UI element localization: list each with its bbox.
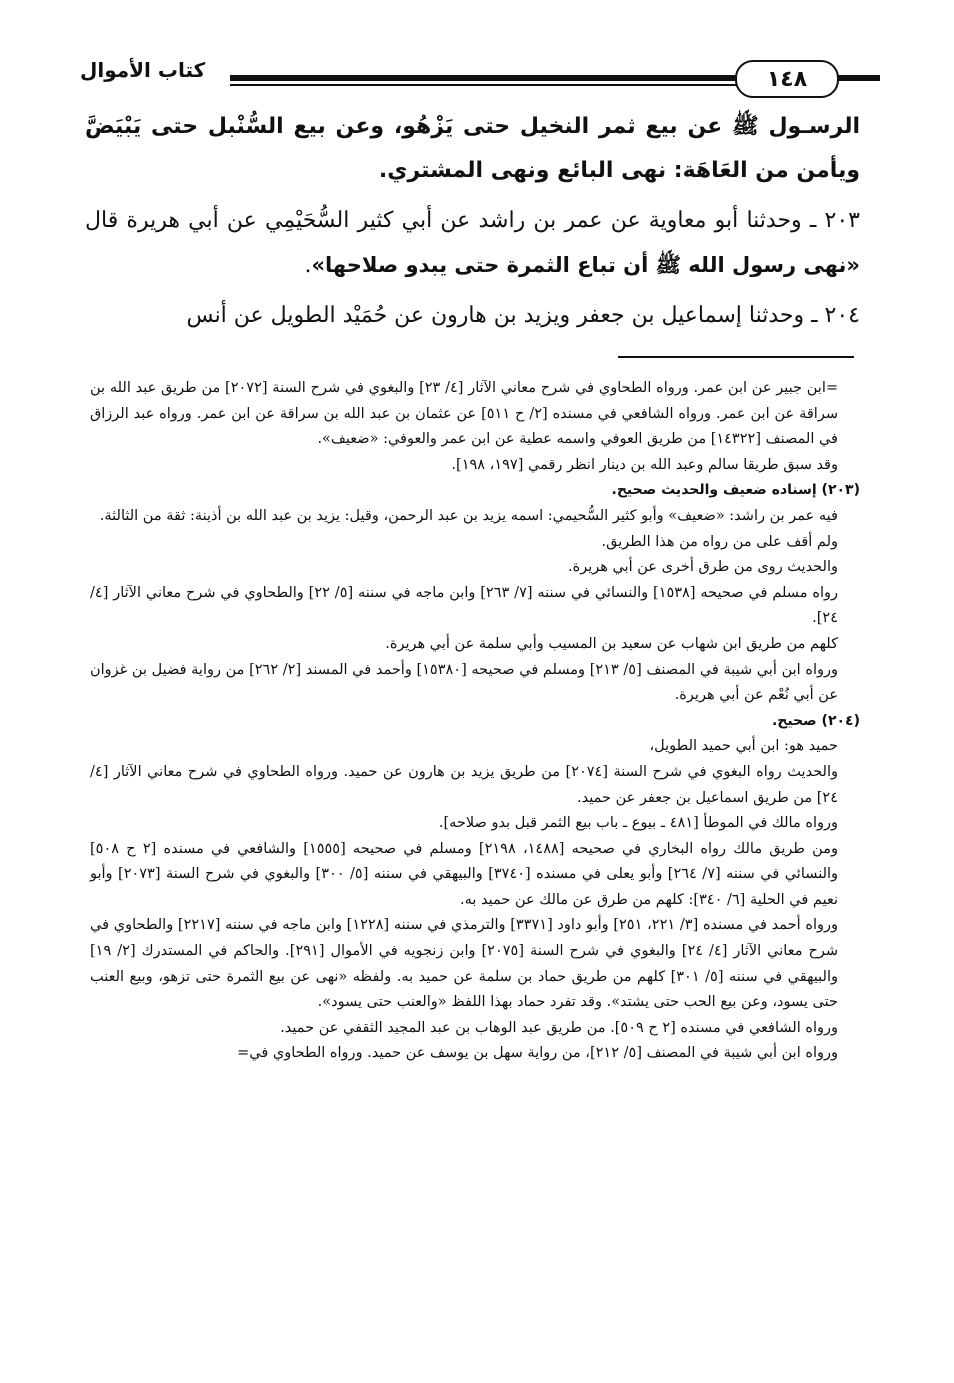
footnote-heading-203: (٢٠٣) إسناده ضعيف والحديث صحيح. — [611, 482, 860, 499]
footnote-paragraph: وقد سبق طريقا سالم وعبد الله بن دينار انظر رقمي [١٩٧، ١٩٨]. — [451, 456, 838, 473]
hadith-203 — [85, 199, 860, 288]
page-header — [80, 58, 860, 98]
hadith-203-text: «نهى رسول الله ﷺ أن تباع الثمرة حتى يبدو صلاحها» — [311, 253, 860, 277]
hadith-203-end: . — [304, 253, 312, 278]
paragraph-continuation: الرسـول ﷺ عن بيع ثمر النخيل حتى يَزْهُو، وعن بيع السُّنْبل حتى يَبْيَضَّ ويأمن من العَاهَة: نهى البائع ونهى المشتري. — [85, 114, 860, 183]
header-rule-thick — [230, 75, 810, 81]
page-number: ١٤٨ — [735, 60, 839, 98]
footnote-divider — [618, 356, 854, 358]
footnote-paragraph: كلهم من طريق ابن شهاب عن سعيد بن المسيب وأبي سلمة عن أبي هريرة. — [385, 635, 838, 652]
footnote-paragraph: ورواه الشافعي في مسنده [٢ ح ٥٠٩]. من طريق عبد الوهاب بن عبد المجيد الثقفي عن حميد. — [280, 1019, 838, 1036]
header-rule-right — [835, 75, 880, 81]
footnote-paragraph: ومن طريق مالك رواه البخاري في صحيحه [١٤٨٨، ٢١٩٨] ومسلم في صحيحه [١٥٥٥] والشافعي في مسنده [٢ ح ٥٠٨] والنسائي في سننه [٧/ ٢٦٤] وأبو يعلى في مسنده [٣٧٤٠] والبيهقي في سننه [٥/ ٣٠٠] والبغوي في شرح السنة [٢٠٧٣] وأبو نعيم في الحلية [٦/ ٣٤٠]: كلهم من طرق عن مالك عن حميد به. — [90, 840, 839, 908]
header-rule-thin — [230, 84, 810, 86]
footnote-paragraph: والحديث رواه البغوي في شرح السنة [٢٠٧٤] من طريق يزيد بن هارون عن حميد. ورواه الطحاوي في شرح معاني الآثار [٤/ ٢٤] من طريق اسماعيل بن جعفر عن حميد. — [90, 763, 839, 806]
footnote-paragraph: فيه عمر بن راشد: «ضعيف» وأبو كثير السُّحيمي: اسمه يزيد بن عبد الرحمن، وقيل: يزيد بن عبد الله بن أذينة: ثقة من الثالثة. — [99, 507, 838, 524]
footnote-paragraph: حميد هو: ابن أبي حميد الطويل، — [649, 738, 838, 755]
footnote-paragraph: ورواه ابن أبي شيبة في المصنف [٥/ ٢١٢]، من رواية سهل بن يوسف عن حميد. ورواه الطحاوي في= — [237, 1045, 838, 1062]
footnotes — [90, 376, 860, 1067]
footnote-paragraph: ورواه مالك في الموطأ [٤٨١ ـ بيوع ـ باب بيع الثمر قبل بدو صلاحه]. — [438, 815, 838, 832]
footnote-paragraph: ورواه أحمد في مسنده [٣/ ٢٢١، ٢٥١] وأبو داود [٣٣٧١] والترمذي في سننه [١٢٢٨] وابن ماجه في سننه [٢٢١٧] والطحاوي في شرح معاني الآثار [٤/ ٢٤] والبغوي في شرح السنة [٢٠٧٥] وابن زنجويه في الأموال [٢٩١]. والحاكم في المستدرك [٢/ ١٩] والبيهقي في سننه [٥/ ٣٠١] كلهم من طريق حماد بن سلمة عن حميد به. ولفظه «نهى عن بيع الثمرة حتى تزهو، وبيع العنب حتى يسود، وعن بيع الحب حتى يشتد». وقد تفرد حماد بهذا اللفظ «والعنب حتى يسود». — [90, 917, 839, 1011]
main-text — [85, 105, 860, 338]
book-title: كتاب الأموال — [80, 58, 206, 82]
footnote-paragraph: =ابن جبير عن ابن عمر. ورواه الطحاوي في شرح معاني الآثار [٤/ ٢٣] والبغوي في شرح السنة [٢٠٧٢] من طريق عبد الله بن سراقة عن ابن عمر. ورواه الشافعي في مسنده [٢/ ح ٥١١] عن عثمان بن عبد الله بن سراقة عن ابن عمر. ورواه عبد الرزاق في المصنف [١٤٣٢٢] من طريق العوفي واسمه عطية عن ابن عمر والعوفي: «ضعيف». — [90, 380, 838, 448]
footnote-heading-204: (٢٠٤) صحيح. — [771, 712, 860, 729]
footnote-paragraph: ورواه ابن أبي شيبة في المصنف [٥/ ٢١٣] ومسلم في صحيحه [١٥٣٨٠] وأحمد في المسند [٢/ ٢٦٢] من رواية فضيل بن غزوان عن أبي نُعْم عن أبي هريرة. — [90, 661, 838, 704]
hadith-203-chain: ٢٠٣ ـ وحدثنا أبو معاوية عن عمر بن راشد عن أبي كثير السُّحَيْمِي عن أبي هريرة قال — [85, 208, 860, 233]
footnote-paragraph: رواه مسلم في صحيحه [١٥٣٨] والنسائي في سننه [٧/ ٢٦٣] وابن ماجه في سننه [٥/ ٢٢] والطحاوي في شرح معاني الآثار [٤/ ٢٤]. — [90, 584, 838, 627]
hadith-204: ٢٠٤ ـ وحدثنا إسماعيل بن جعفر ويزيد بن هارون عن حُمَيْد الطويل عن أنس — [186, 303, 860, 328]
footnote-paragraph: والحديث روى من طرق أخرى عن أبي هريرة. — [568, 559, 838, 576]
footnote-paragraph: ولم أقف على من رواه من هذا الطريق. — [601, 533, 838, 550]
